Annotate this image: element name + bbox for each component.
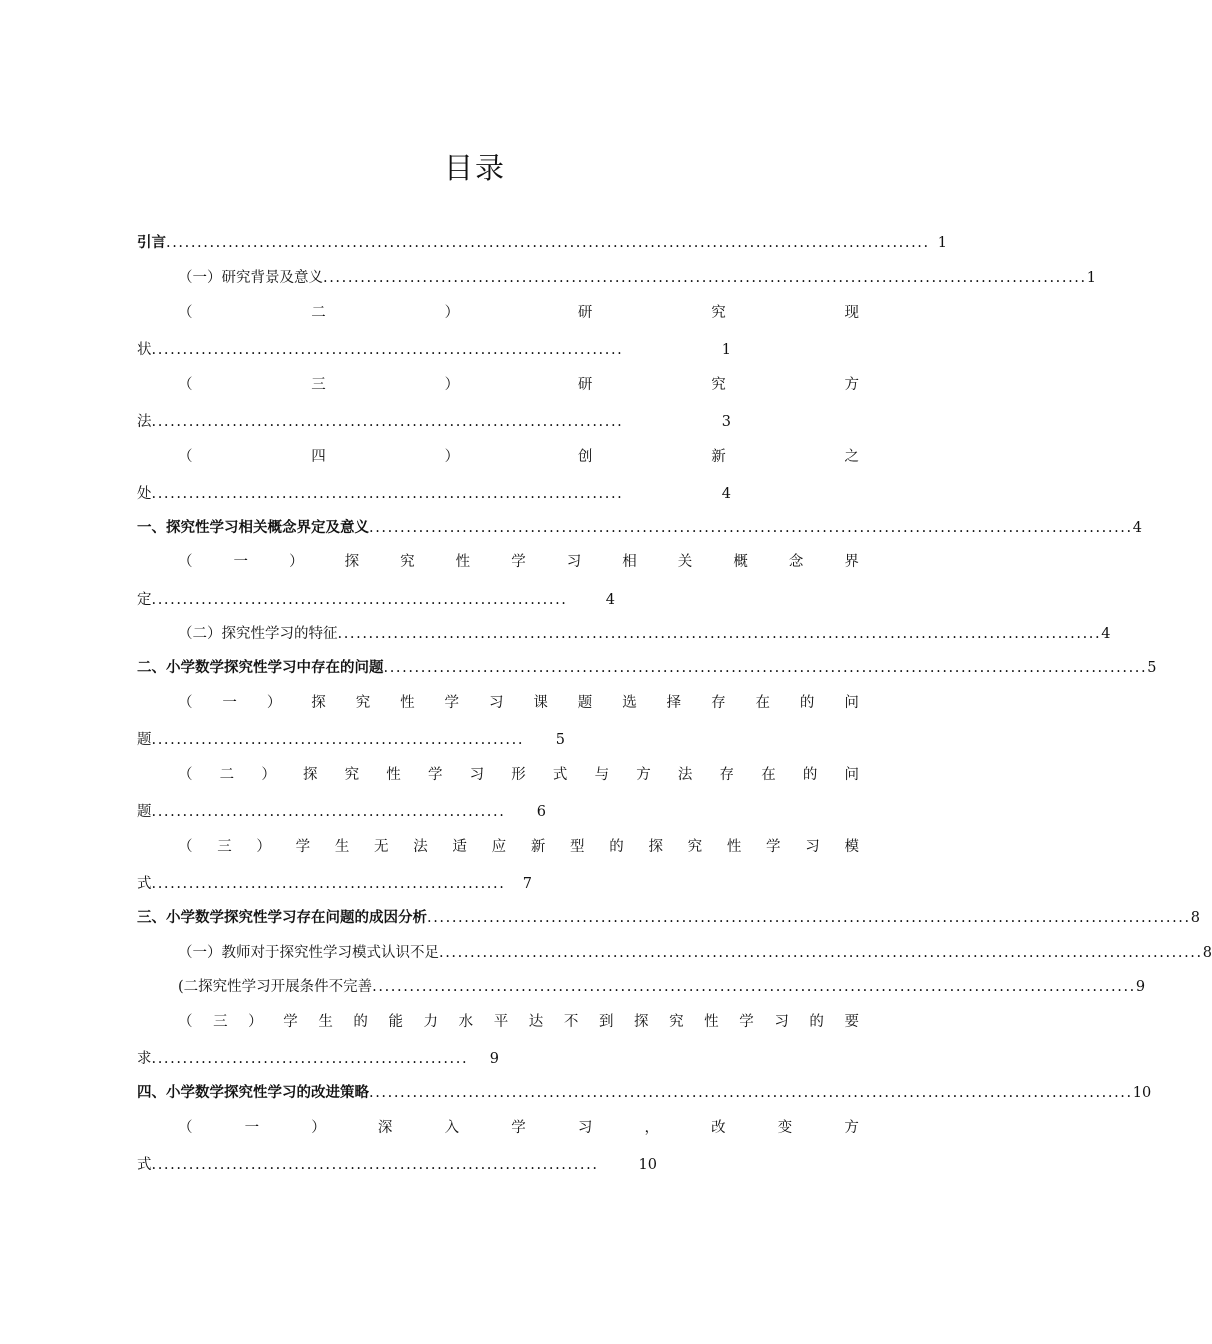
toc-char: ） [248,1014,263,1030]
toc-entry-c3a[interactable] [178,942,1212,964]
toc-entry-text: 求 [137,1051,152,1067]
toc-char: ） [444,449,460,465]
toc-leader-dots: ................................................................... [151,592,568,608]
toc-entry-text: 四、小学数学探究性学习的改进策略 [137,1084,369,1101]
toc-char: （ [178,839,193,855]
toc-char: 选 [622,695,637,711]
toc-leader-dots: ........................................................................................................................... [369,520,1133,536]
toc-entry-b4-line1[interactable] [178,446,859,468]
toc-char: 习 [774,1014,789,1030]
toc-page-number: 5 [1147,660,1157,676]
toc-entry-chapter-2[interactable] [137,657,1157,679]
toc-char: 研 [577,305,593,321]
toc-char: 生 [334,839,350,855]
toc-leader-dots: ......................................................... [151,804,506,820]
toc-entry-text: （二）探究性学习的特征 [178,626,338,642]
toc-char: 学 [444,695,460,711]
toc-entry-c3c-line1[interactable] [178,1011,859,1033]
toc-page-number: 10 [638,1157,657,1173]
toc-char: ） [311,1120,326,1136]
toc-char: 新 [711,449,726,465]
toc-char: 一 [244,1120,260,1136]
toc-char: 新 [530,839,546,855]
toc-char: 二 [311,305,326,321]
toc-char: （ [178,305,193,321]
toc-char: 探 [302,767,318,783]
toc-char: 学 [295,839,311,855]
toc-entry-c4a-line1[interactable] [178,1117,859,1139]
toc-entry-text: 二、小学数学探究性学习中存在的问题 [137,659,384,676]
toc-leader-dots: ............................................................ [151,732,525,748]
toc-char: 型 [570,839,585,855]
toc-leader-dots: ........................................................................................................................... [427,910,1191,926]
toc-leader-dots: ............................................................................ [151,342,624,358]
toc-char: 探 [344,554,360,570]
toc-char: 究 [355,695,371,711]
toc-char: 法 [413,839,428,855]
toc-char: 界 [844,554,859,570]
toc-entry-b3-line1[interactable] [178,374,859,396]
toc-char: ， [644,1120,659,1136]
toc-char: 法 [677,767,693,783]
toc-page-number: 9 [489,1051,499,1067]
toc-char: 性 [400,695,415,711]
toc-page-number: 9 [1135,979,1146,995]
toc-char: 习 [469,767,485,783]
toc-char: 式 [552,767,568,783]
toc-char: 探 [648,839,663,855]
toc-char: 方 [844,1120,859,1136]
toc-char: 在 [761,767,776,783]
toc-leader-dots: ........................................................................................................................... [439,945,1203,961]
toc-page-number: 4 [1132,520,1142,536]
toc-leader-dots: ........................................................................................................................... [166,235,930,251]
toc-char: 一 [222,695,237,711]
toc-entry-b4-line2[interactable] [137,483,731,505]
toc-char: 学 [511,1120,526,1136]
toc-char: ） [266,695,282,711]
toc-page-number: 7 [522,876,532,892]
toc-char: 方 [844,377,859,393]
toc-char: ） [444,305,460,321]
toc-char: 存 [719,767,735,783]
toc-entry-c1b[interactable] [178,623,1111,645]
toc-entry-chapter-4[interactable] [137,1082,1152,1104]
toc-char: 模 [844,839,859,855]
toc-char: 究 [400,554,415,570]
toc-page-number: 4 [1101,626,1111,642]
toc-page-number: 3 [721,414,731,430]
toc-entry-text: 状 [137,342,152,358]
toc-char: 究 [711,377,726,393]
toc-char: 习 [488,695,504,711]
toc-char: 之 [844,449,859,465]
toc-char: 无 [374,839,389,855]
toc-char: 究 [344,767,360,783]
toc-char: 入 [444,1120,460,1136]
toc-char: 习 [805,839,820,855]
toc-page-number: 1 [937,235,947,251]
toc-char: 性 [704,1014,719,1030]
toc-char: 探 [311,695,326,711]
toc-char: 的 [353,1014,368,1030]
toc-entry-c2a-line1[interactable] [178,692,859,714]
toc-entry-b2-line1[interactable] [178,302,859,324]
toc-char: 的 [609,839,624,855]
toc-entry-chapter-1[interactable] [137,517,1142,539]
toc-entry-intro[interactable] [137,232,947,254]
toc-char: （ [178,1120,193,1136]
toc-leader-dots: ........................................................................................................................... [383,660,1148,676]
toc-page-number: 4 [605,592,615,608]
toc-char: ） [261,767,276,783]
toc-char: 相 [622,554,637,570]
toc-char: 三 [311,377,326,393]
toc-entry-c1a-line2[interactable] [137,589,615,611]
toc-leader-dots: ........................................................................................................................... [372,979,1136,995]
toc-char: （ [178,767,193,783]
toc-entry-text: 定 [137,592,152,608]
toc-page-number: 10 [1132,1085,1152,1101]
toc-char: 二 [219,767,235,783]
toc-char: 性 [455,554,471,570]
toc-char: 方 [636,767,651,783]
toc-char: 研 [577,377,593,393]
toc-char: 的 [799,695,815,711]
toc-char: 在 [755,695,770,711]
toc-entry-b1[interactable] [178,267,1096,289]
toc-entry-b3-line2[interactable] [137,411,731,433]
toc-char: 择 [666,695,682,711]
toc-char: 创 [577,449,593,465]
toc-leader-dots: ........................................................................................................................... [323,270,1087,286]
toc-page-number: 4 [721,486,731,502]
toc-page-number: 1 [1086,270,1096,286]
toc-entry-c2b-line1[interactable] [178,764,859,786]
toc-char: 问 [844,767,859,783]
toc-char: 要 [844,1014,859,1030]
toc-entry-text: 法 [137,414,152,430]
toc-char: 习 [566,554,582,570]
toc-char: 形 [511,767,526,783]
toc-char: 念 [788,554,804,570]
toc-char: 应 [491,839,507,855]
toc-char: 变 [777,1120,793,1136]
toc-entry-c2c-line2[interactable] [137,873,532,895]
toc-char: （ [178,449,193,465]
toc-leader-dots: ................................................... [151,1051,469,1067]
toc-char: 改 [711,1120,726,1136]
toc-char: 能 [388,1014,403,1030]
toc-entry-c2a-line2[interactable] [137,729,565,751]
toc-char: 关 [677,554,693,570]
toc-char: 学 [766,839,781,855]
toc-char: 探 [634,1014,649,1030]
toc-char: 现 [844,305,859,321]
toc-char: 四 [311,449,326,465]
toc-page-number: 8 [1190,910,1200,926]
toc-char: 三 [213,1014,228,1030]
toc-entry-chapter-3[interactable] [137,907,1200,929]
toc-entry-text: 处 [137,486,152,502]
toc-entry-c2c-line1[interactable] [178,836,859,858]
toc-char: 学 [511,554,526,570]
toc-entry-text: (二探究性学习开展条件不完善 [178,979,373,995]
toc-char: 的 [802,767,818,783]
toc-char: 性 [386,767,401,783]
toc-entry-c1a-line1[interactable] [178,551,859,573]
toc-entry-c3b[interactable] [178,976,1146,998]
toc-leader-dots: ......................................................... [151,876,506,892]
toc-char: 与 [594,767,610,783]
toc-entry-b2-line2[interactable] [137,339,731,361]
toc-page-number: 6 [536,804,546,820]
toc-char: 问 [844,695,859,711]
toc-char: 究 [669,1014,684,1030]
toc-char: 适 [452,839,467,855]
toc-leader-dots: ........................................................................ [151,1157,599,1173]
toc-page-number: 8 [1202,945,1212,961]
toc-char: 到 [598,1014,614,1030]
toc-entry-text: 引言 [137,234,166,251]
toc-char: 一 [233,554,249,570]
toc-char: ） [444,377,460,393]
toc-char: 深 [377,1120,393,1136]
toc-char: 存 [711,695,726,711]
toc-entry-text: 题 [137,732,152,748]
toc-entry-text: 式 [137,876,152,892]
toc-char: 习 [577,1120,593,1136]
toc-entry-text: 题 [137,804,152,820]
toc-leader-dots: ........................................................................................................................... [337,626,1102,642]
toc-leader-dots: ........................................................................................................................... [369,1085,1133,1101]
toc-entry-text: 式 [137,1157,152,1173]
toc-leader-dots: ............................................................................ [151,486,624,502]
toc-entry-text: （一）教师对于探究性学习模式认识不足 [178,945,439,961]
toc-char: 水 [458,1014,474,1030]
toc-page-number: 1 [721,342,731,358]
toc-char: 达 [528,1014,544,1030]
toc-char: （ [178,377,193,393]
toc-char: （ [178,554,193,570]
toc-entry-c3c-line2[interactable] [137,1048,499,1070]
toc-entry-c4a-line2[interactable] [137,1154,657,1176]
toc-char: 不 [563,1014,579,1030]
toc-char: ） [289,554,304,570]
toc-entry-text: 三、小学数学探究性学习存在问题的成因分析 [137,909,427,926]
toc-char: 究 [687,839,703,855]
toc-entry-c2b-line2[interactable] [137,801,546,823]
toc-char: 的 [809,1014,824,1030]
toc-char: 力 [423,1014,439,1030]
toc-char: 平 [493,1014,509,1030]
toc-char: 题 [577,695,593,711]
toc-page-number: 5 [555,732,565,748]
toc-char: 学 [283,1014,298,1030]
toc-entry-text: 一、探究性学习相关概念界定及意义 [137,519,369,536]
toc-char: 学 [739,1014,754,1030]
toc-char: 课 [533,695,548,711]
toc-char: ） [256,839,271,855]
page-title: 目录 [443,151,506,185]
toc-char: 性 [726,839,742,855]
toc-leader-dots: ............................................................................ [151,414,624,430]
toc-char: （ [178,1014,193,1030]
toc-char: 概 [733,554,748,570]
toc-char: 三 [217,839,232,855]
toc-entry-text: （一）研究背景及意义 [178,270,323,286]
toc-char: 生 [318,1014,333,1030]
toc-char: 学 [427,767,443,783]
toc-char: 究 [711,305,726,321]
toc-char: （ [178,695,193,711]
